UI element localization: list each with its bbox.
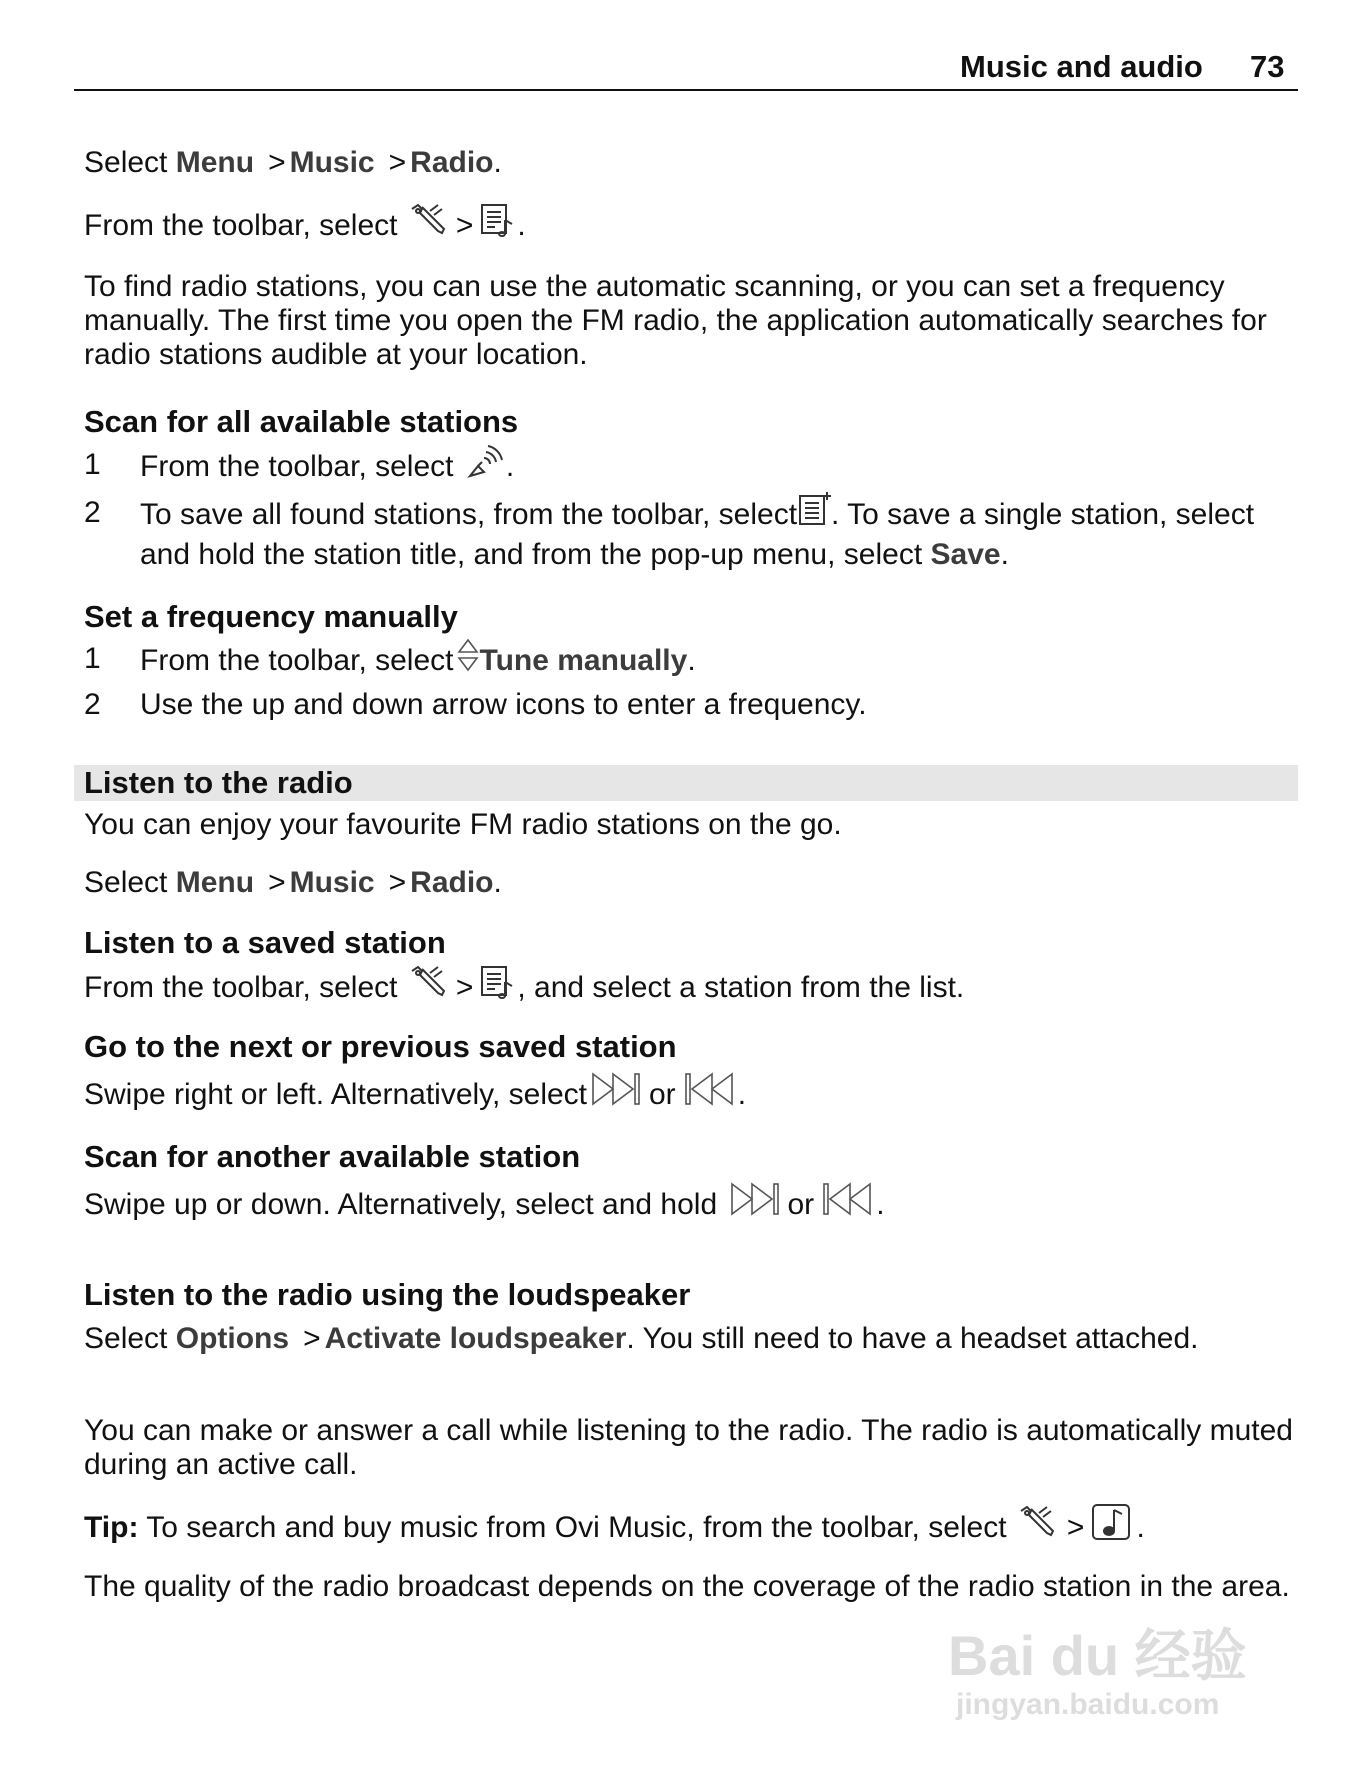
nav-path-1 xyxy=(84,146,502,180)
saved-heading: Listen to a saved station xyxy=(84,925,446,960)
wrench-icon[interactable] xyxy=(1017,1505,1057,1547)
radio-label[interactable]: Radio xyxy=(410,146,494,179)
nav-path-2 xyxy=(84,866,502,900)
menu-label[interactable]: Menu xyxy=(175,146,255,179)
scan-another-heading: Scan for another available station xyxy=(84,1139,581,1174)
skip-forward-icon[interactable] xyxy=(728,1180,782,1226)
next-prev-heading: Go to the next or previous saved station xyxy=(84,1029,677,1064)
quality-paragraph: The quality of the radio broadcast depends on the coverage of the radio station in the area. xyxy=(84,1570,1290,1603)
nav-separator: > xyxy=(455,208,474,242)
step-text: From the toolbar, select xyxy=(140,449,454,483)
baidu-watermark-url: jingyan.baidu.com xyxy=(956,1688,1220,1721)
listen-heading: Listen to the radio xyxy=(84,765,353,800)
or-text: or xyxy=(787,1187,815,1221)
period: . xyxy=(687,643,696,677)
tip-label: Tip: xyxy=(84,1510,139,1544)
save-menu-item[interactable]: Save xyxy=(930,538,1001,572)
period: . xyxy=(493,146,502,179)
instruction-text: Swipe up or down. Alternatively, select and hold xyxy=(84,1187,718,1221)
music-label[interactable]: Music xyxy=(289,866,375,899)
nav-separator: > xyxy=(455,970,474,1004)
instruction-text: From the toolbar, select xyxy=(84,970,398,1004)
nav-prefix: Select xyxy=(84,146,168,179)
skip-back-icon[interactable] xyxy=(820,1180,874,1226)
menu-label[interactable]: Menu xyxy=(175,866,255,899)
nav-separator: > xyxy=(1066,1510,1085,1544)
activate-loudspeaker-option[interactable]: Activate loudspeaker xyxy=(324,1322,627,1355)
instruction-text: . You still need to have a headset attached. xyxy=(626,1322,1199,1355)
step-number: 1 xyxy=(84,448,101,481)
intro-paragraph: To find radio stations, you can use the automatic scanning, or you can set a frequency manually. The first time you open the FM radio, the application automatically searches for radio stations audible at your location. xyxy=(84,270,1267,371)
instruction-text: From the toolbar, select xyxy=(84,208,398,242)
nav-prefix: Select xyxy=(84,866,168,899)
save-list-icon[interactable] xyxy=(797,490,831,536)
step-text: . To save a single station, select and hold the station title, and from the pop-up menu, select xyxy=(140,498,1255,572)
step-number: 2 xyxy=(84,496,101,529)
music-label[interactable]: Music xyxy=(289,146,375,179)
instruction-text: Swipe right or left. Alternatively, select xyxy=(84,1077,587,1111)
period: . xyxy=(737,1077,747,1111)
nav-separator: > xyxy=(388,866,407,899)
step-text: To save all found stations, from the toolbar, select xyxy=(140,498,798,531)
manual-step-2: Use the up and down arrow icons to enter a frequency. xyxy=(140,688,867,721)
skip-forward-icon[interactable] xyxy=(589,1070,643,1116)
manual-heading: Set a frequency manually xyxy=(84,599,458,634)
manual-step-1 xyxy=(140,642,696,682)
scan-all-heading: Scan for all available stations xyxy=(84,404,519,439)
step-number: 1 xyxy=(84,642,101,675)
nav-separator: > xyxy=(303,1322,321,1355)
listen-intro: You can enjoy your favourite FM radio stations on the go. xyxy=(84,808,842,841)
header-section-title: Music and audio xyxy=(960,49,1203,84)
radio-label[interactable]: Radio xyxy=(410,866,494,899)
station-list-icon[interactable] xyxy=(479,202,515,246)
period: . xyxy=(505,449,515,483)
scan-antenna-icon[interactable] xyxy=(464,442,504,488)
saved-instruction xyxy=(84,970,964,1008)
toolbar-instruction-1 xyxy=(84,208,526,246)
page-number: 73 xyxy=(1250,49,1285,84)
instruction-text: Select xyxy=(84,1322,168,1355)
instruction-text: , and select a station from the list. xyxy=(517,970,965,1004)
scan-all-step-1 xyxy=(140,448,514,488)
period: . xyxy=(493,866,502,899)
tip-paragraph xyxy=(84,1508,1145,1550)
music-note-icon[interactable] xyxy=(1090,1502,1134,1550)
nav-separator: > xyxy=(268,146,286,179)
skip-back-icon[interactable] xyxy=(682,1070,736,1116)
scan-all-step-2 xyxy=(140,496,1300,574)
tip-text: To search and buy music from Ovi Music, from the toolbar, select xyxy=(146,1510,1007,1544)
period: . xyxy=(517,208,526,242)
station-list-icon[interactable] xyxy=(479,964,515,1008)
or-text: or xyxy=(649,1077,676,1111)
nav-separator: > xyxy=(388,146,407,179)
tune-manually-option[interactable]: Tune manually xyxy=(479,643,688,677)
baidu-watermark-logo: Bai du 经验 xyxy=(948,1624,1247,1687)
wrench-icon[interactable] xyxy=(408,203,448,245)
loudspeaker-instruction xyxy=(84,1322,1199,1356)
nav-separator: > xyxy=(268,866,286,899)
wrench-icon[interactable] xyxy=(408,965,448,1007)
header-divider xyxy=(74,89,1298,91)
call-note-paragraph: You can make or answer a call while listening to the radio. The radio is automatically muted during an active call. xyxy=(84,1414,1293,1481)
loudspeaker-heading: Listen to the radio using the loudspeaker xyxy=(84,1277,691,1312)
period: . xyxy=(1136,1510,1145,1544)
step-text: From the toolbar, select xyxy=(140,643,454,677)
step-number: 2 xyxy=(84,688,101,721)
period: . xyxy=(1000,538,1009,572)
scan-another-instruction xyxy=(84,1186,885,1226)
tune-arrows-icon[interactable] xyxy=(457,636,479,682)
options-menu[interactable]: Options xyxy=(175,1322,290,1355)
next-prev-instruction xyxy=(84,1076,746,1116)
period: . xyxy=(876,1187,885,1221)
